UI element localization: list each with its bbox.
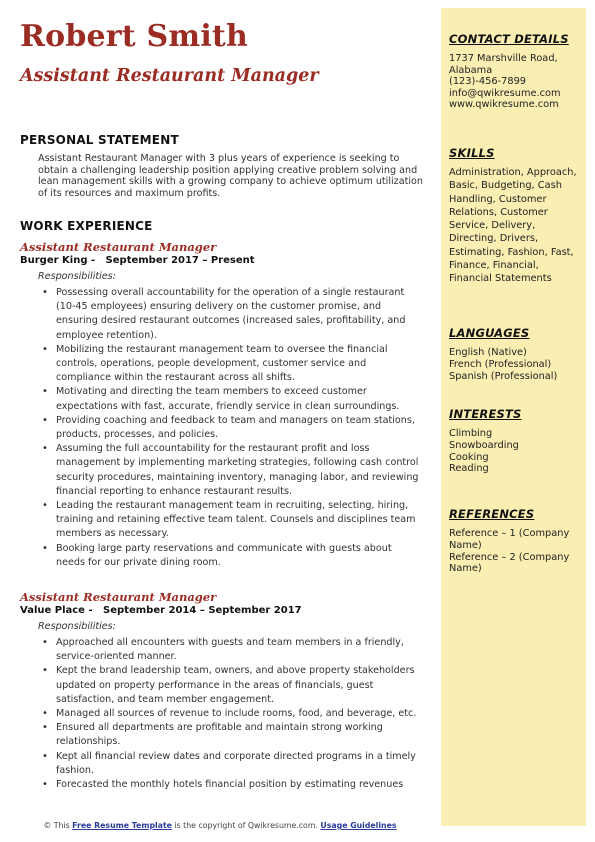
bullet-icon: • bbox=[42, 722, 48, 734]
bullet-icon: • bbox=[42, 708, 48, 720]
sidebar bbox=[441, 8, 586, 826]
contact-address-line-1: 1737 Marshville Road, bbox=[449, 53, 558, 64]
list-item: • Leading the restaurant management team in recruiting, selecting, hiring, training and retaining effective team talent. Counsels and disciplines team members as necessary. bbox=[42, 500, 416, 540]
job-2-title: Assistant Restaurant Manager bbox=[20, 590, 217, 604]
bullet-icon: • bbox=[42, 386, 48, 398]
bullet-icon: • bbox=[42, 343, 48, 355]
list-item: Reading bbox=[449, 463, 489, 475]
interests-list bbox=[449, 428, 581, 475]
bullet-icon: • bbox=[42, 750, 48, 762]
list-item: • Forecasted the monthly hotels financial position by estimating revenues bbox=[38, 778, 422, 792]
list-item: Reference – 1 (Company Name) bbox=[449, 528, 570, 551]
list-item: • Booking large party reservations and communicate with guests about needs for our private dining room. bbox=[42, 542, 392, 568]
job-1-responsibilities-label: Responsibilities: bbox=[38, 271, 116, 282]
list-item: • Kept all financial review dates and corporate directed programs in a timely fashion. bbox=[42, 750, 416, 776]
personal-statement-text: Assistant Restaurant Manager with 3 plus years of experience is seeking to obtain a challenging leadership position applying creative problem solving and lean management skills with a growing company to achieve optimum utilization of its resources and maximum profits. bbox=[38, 153, 423, 200]
list-item: • Ensured all departments are profitable and maintain strong working relationships. bbox=[42, 722, 383, 748]
list-item: • Assuming the full accountability for the restaurant profit and loss management by implementing marketing strategies, following cash control security procedures, maintaining inventory, managing labor, and reviewing financial reporting to enhance restaurant results. bbox=[42, 443, 419, 497]
skills-heading: SKILLS bbox=[449, 146, 495, 160]
list-item: Reference – 2 (Company Name) bbox=[449, 551, 570, 575]
list-item: • Kept the brand leadership team, owners, and above property stakeholders updated on property performance in the areas of financials, guest satisfaction, and team member engagement. bbox=[42, 665, 415, 705]
list-item: • Mobilizing the restaurant management team to oversee the financial controls, operations, people development, customer service and compliance within the restaurant across all shifts. bbox=[42, 343, 388, 384]
contact-email[interactable]: info@qwikresume.com bbox=[449, 87, 561, 99]
list-item: Snowboarding bbox=[449, 439, 519, 451]
usage-guidelines-link[interactable]: Usage Guidelines bbox=[320, 821, 397, 830]
languages-heading: LANGUAGES bbox=[449, 326, 530, 340]
job-2-responsibilities-label: Responsibilities: bbox=[38, 621, 116, 632]
list-item: Spanish (Professional) bbox=[449, 370, 558, 382]
bullet-icon: • bbox=[42, 443, 48, 455]
contact-address-line-2: Alabama bbox=[449, 64, 493, 76]
contact-details bbox=[449, 53, 581, 111]
list-item: French (Professional) bbox=[449, 358, 552, 370]
contact-phone: (123)-456-7899 bbox=[449, 76, 527, 88]
contact-website[interactable]: www.qwikresume.com bbox=[449, 99, 559, 111]
job-2-bullet-list bbox=[38, 636, 422, 792]
skills-text: Administration, Approach, Basic, Budgeting, Cash Handling, Customer Relations, Customer Service, Delivery, Directing, Drivers, Estimating, Fashion, Fast, Finance, Financial, Financial Statements bbox=[449, 167, 577, 285]
work-experience-heading: WORK EXPERIENCE bbox=[20, 219, 153, 233]
bullet-icon: • bbox=[42, 637, 48, 648]
bullet-icon: • bbox=[42, 665, 48, 677]
candidate-name: Robert Smith bbox=[20, 19, 248, 54]
list-item: • Approached all encounters with guests and team members in a friendly, service-oriented manner. bbox=[42, 637, 404, 663]
references-heading: REFERENCES bbox=[449, 507, 535, 521]
list-item: • Providing coaching and feedback to team and managers on team stations, products, processes, and policies. bbox=[42, 414, 415, 441]
job-2-company: Value Place - September 2014 – September 2017 bbox=[20, 605, 302, 616]
list-item: • Managed all sources of revenue to include rooms, food, and beverage, etc. bbox=[38, 707, 422, 721]
bullet-icon: • bbox=[42, 287, 48, 298]
contact-details-heading: CONTACT DETAILS bbox=[449, 32, 569, 46]
free-resume-template-link[interactable]: Free Resume Template bbox=[72, 821, 172, 830]
list-item: • Possessing overall accountability for the operation of a single restaurant (10-45 employees) ensuring delivery on the customer promise, and ensuring desired restaurant outcomes (increased sales, profitability, and employee retention). bbox=[42, 287, 406, 341]
copyright-footer: © This Free Resume Template is the copyright of Qwikresume.com. Usage Guidelines bbox=[43, 821, 397, 830]
bullet-icon: • bbox=[42, 542, 48, 554]
languages-list bbox=[449, 347, 581, 382]
job-1-title: Assistant Restaurant Manager bbox=[20, 240, 217, 254]
bullet-icon: • bbox=[42, 779, 48, 791]
job-1-company: Burger King - September 2017 – Present bbox=[20, 255, 255, 266]
list-item: Cooking bbox=[449, 451, 489, 463]
references-list bbox=[449, 528, 581, 575]
interests-heading: INTERESTS bbox=[449, 407, 522, 421]
list-item: • Motivating and directing the team members to exceed customer expectations with fast, accurate, friendly service in clean surroundings. bbox=[42, 386, 400, 412]
personal-statement-heading: PERSONAL STATEMENT bbox=[20, 133, 179, 147]
job-1-bullet-list bbox=[38, 286, 422, 570]
bullet-icon: • bbox=[42, 500, 48, 512]
candidate-role: Assistant Restaurant Manager bbox=[20, 66, 319, 86]
list-item: Climbing bbox=[449, 428, 493, 439]
bullet-icon: • bbox=[42, 414, 48, 426]
list-item: English (Native) bbox=[449, 347, 527, 358]
